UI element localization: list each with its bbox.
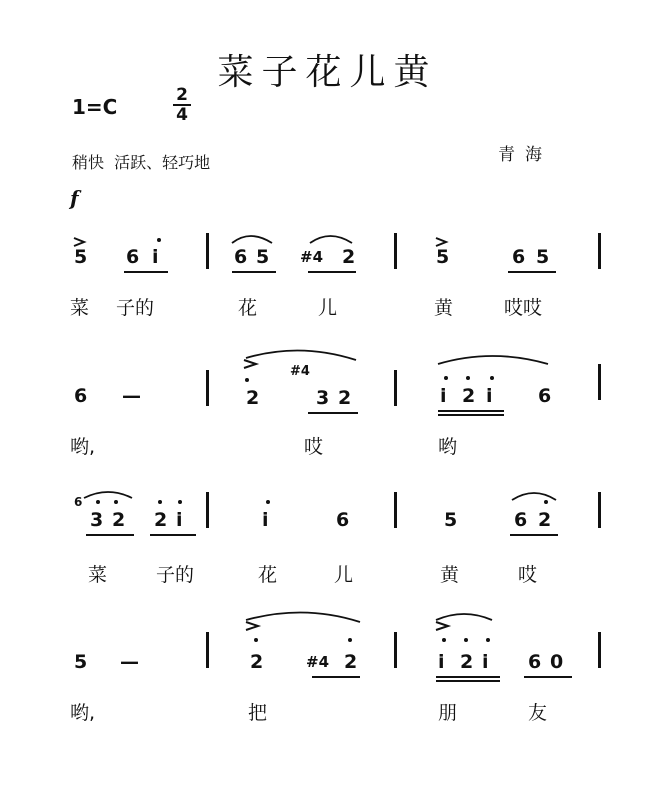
octave-dot <box>157 238 161 242</box>
note: 5 <box>436 246 450 268</box>
time-signature <box>170 86 194 124</box>
lyric: 儿 <box>318 297 338 319</box>
note: 2 <box>344 651 358 673</box>
octave-dot <box>114 500 118 504</box>
note: 2 <box>112 509 126 531</box>
barline <box>598 364 601 400</box>
octave-dot <box>442 638 446 642</box>
composer: 青海 <box>498 145 552 165</box>
score-line-2 <box>60 350 620 460</box>
lyric: 子的 <box>156 564 195 586</box>
note: i <box>176 509 183 531</box>
note: 6 <box>514 509 528 531</box>
lyric: 子的 <box>116 297 155 319</box>
note: #4 <box>300 248 324 266</box>
note: 2 <box>342 246 356 268</box>
lyric: 花 <box>238 297 258 319</box>
note: 5 <box>256 246 270 268</box>
note: 5 <box>536 246 550 268</box>
note: i <box>482 651 489 673</box>
note: 2 <box>460 651 474 673</box>
note: 6 <box>538 385 552 407</box>
lyric: 友 <box>528 702 548 724</box>
note: 5 <box>74 651 88 673</box>
lyric: 哟, <box>70 436 96 458</box>
octave-dot <box>348 638 352 642</box>
note: 2 <box>338 387 352 409</box>
note: 2 <box>154 509 168 531</box>
octave-dot <box>490 376 494 380</box>
grace-note: #4 <box>290 364 310 379</box>
barline <box>394 632 397 668</box>
octave-dot <box>486 638 490 642</box>
note: 6 <box>74 385 88 407</box>
note: i <box>262 509 269 531</box>
note: 6 <box>336 509 350 531</box>
grace-note: 6 <box>74 495 83 509</box>
note: 5 <box>444 509 458 531</box>
barline <box>206 233 209 269</box>
barline <box>394 233 397 269</box>
score-line-3 <box>60 480 620 590</box>
lyric: 菜 <box>70 297 90 319</box>
barline <box>206 632 209 668</box>
octave-dot <box>254 638 258 642</box>
note: 3 <box>316 387 330 409</box>
octave-dot <box>266 500 270 504</box>
dynamic-marking: f <box>70 186 79 210</box>
time-signature-top: 2 <box>176 85 188 105</box>
note: 3 <box>90 509 104 531</box>
lyric: 哎 <box>518 564 538 586</box>
barline <box>394 492 397 528</box>
lyric: 花 <box>258 564 278 586</box>
note: i <box>152 246 159 268</box>
note: 5 <box>74 246 88 268</box>
note: i <box>486 385 493 407</box>
barline <box>206 370 209 406</box>
note: 6 <box>512 246 526 268</box>
barline <box>206 492 209 528</box>
lyric: 菜 <box>88 564 108 586</box>
barline <box>598 632 601 668</box>
time-signature-bottom: 4 <box>176 105 188 125</box>
note: 2 <box>250 651 264 673</box>
note: 0 <box>550 651 564 673</box>
key-signature: 1=C <box>72 95 118 119</box>
note: 2 <box>462 385 476 407</box>
lyric: 黄 <box>434 297 454 319</box>
note: i <box>440 385 447 407</box>
lyric: 儿 <box>334 564 354 586</box>
note: 2 <box>246 387 260 409</box>
note: #4 <box>306 653 330 671</box>
barline <box>598 492 601 528</box>
note: i <box>438 651 445 673</box>
note: 2 <box>538 509 552 531</box>
score-line-1 <box>60 225 620 335</box>
lyric: 哎哎 <box>504 297 543 319</box>
note: — <box>122 385 141 407</box>
barline <box>394 370 397 406</box>
song-title: 菜子花儿黄 <box>217 52 438 93</box>
octave-dot <box>96 500 100 504</box>
octave-dot <box>464 638 468 642</box>
score-line-4 <box>60 610 620 724</box>
note: 6 <box>234 246 248 268</box>
lyric: 黄 <box>440 564 460 586</box>
lyric: 哎 <box>304 436 324 458</box>
note: 6 <box>528 651 542 673</box>
lyric: 朋 <box>438 702 458 724</box>
lyric: 把 <box>248 702 268 724</box>
octave-dot <box>158 500 162 504</box>
octave-dot <box>178 500 182 504</box>
tempo-marking: 稍快 活跃、轻巧地 <box>72 153 211 172</box>
lyric: 哟, <box>70 702 96 724</box>
note: — <box>120 651 139 673</box>
octave-dot <box>444 376 448 380</box>
lyric: 哟 <box>438 436 458 458</box>
octave-dot <box>466 376 470 380</box>
note: 6 <box>126 246 140 268</box>
octave-dot <box>245 378 249 382</box>
octave-dot <box>544 500 548 504</box>
barline <box>598 233 601 269</box>
